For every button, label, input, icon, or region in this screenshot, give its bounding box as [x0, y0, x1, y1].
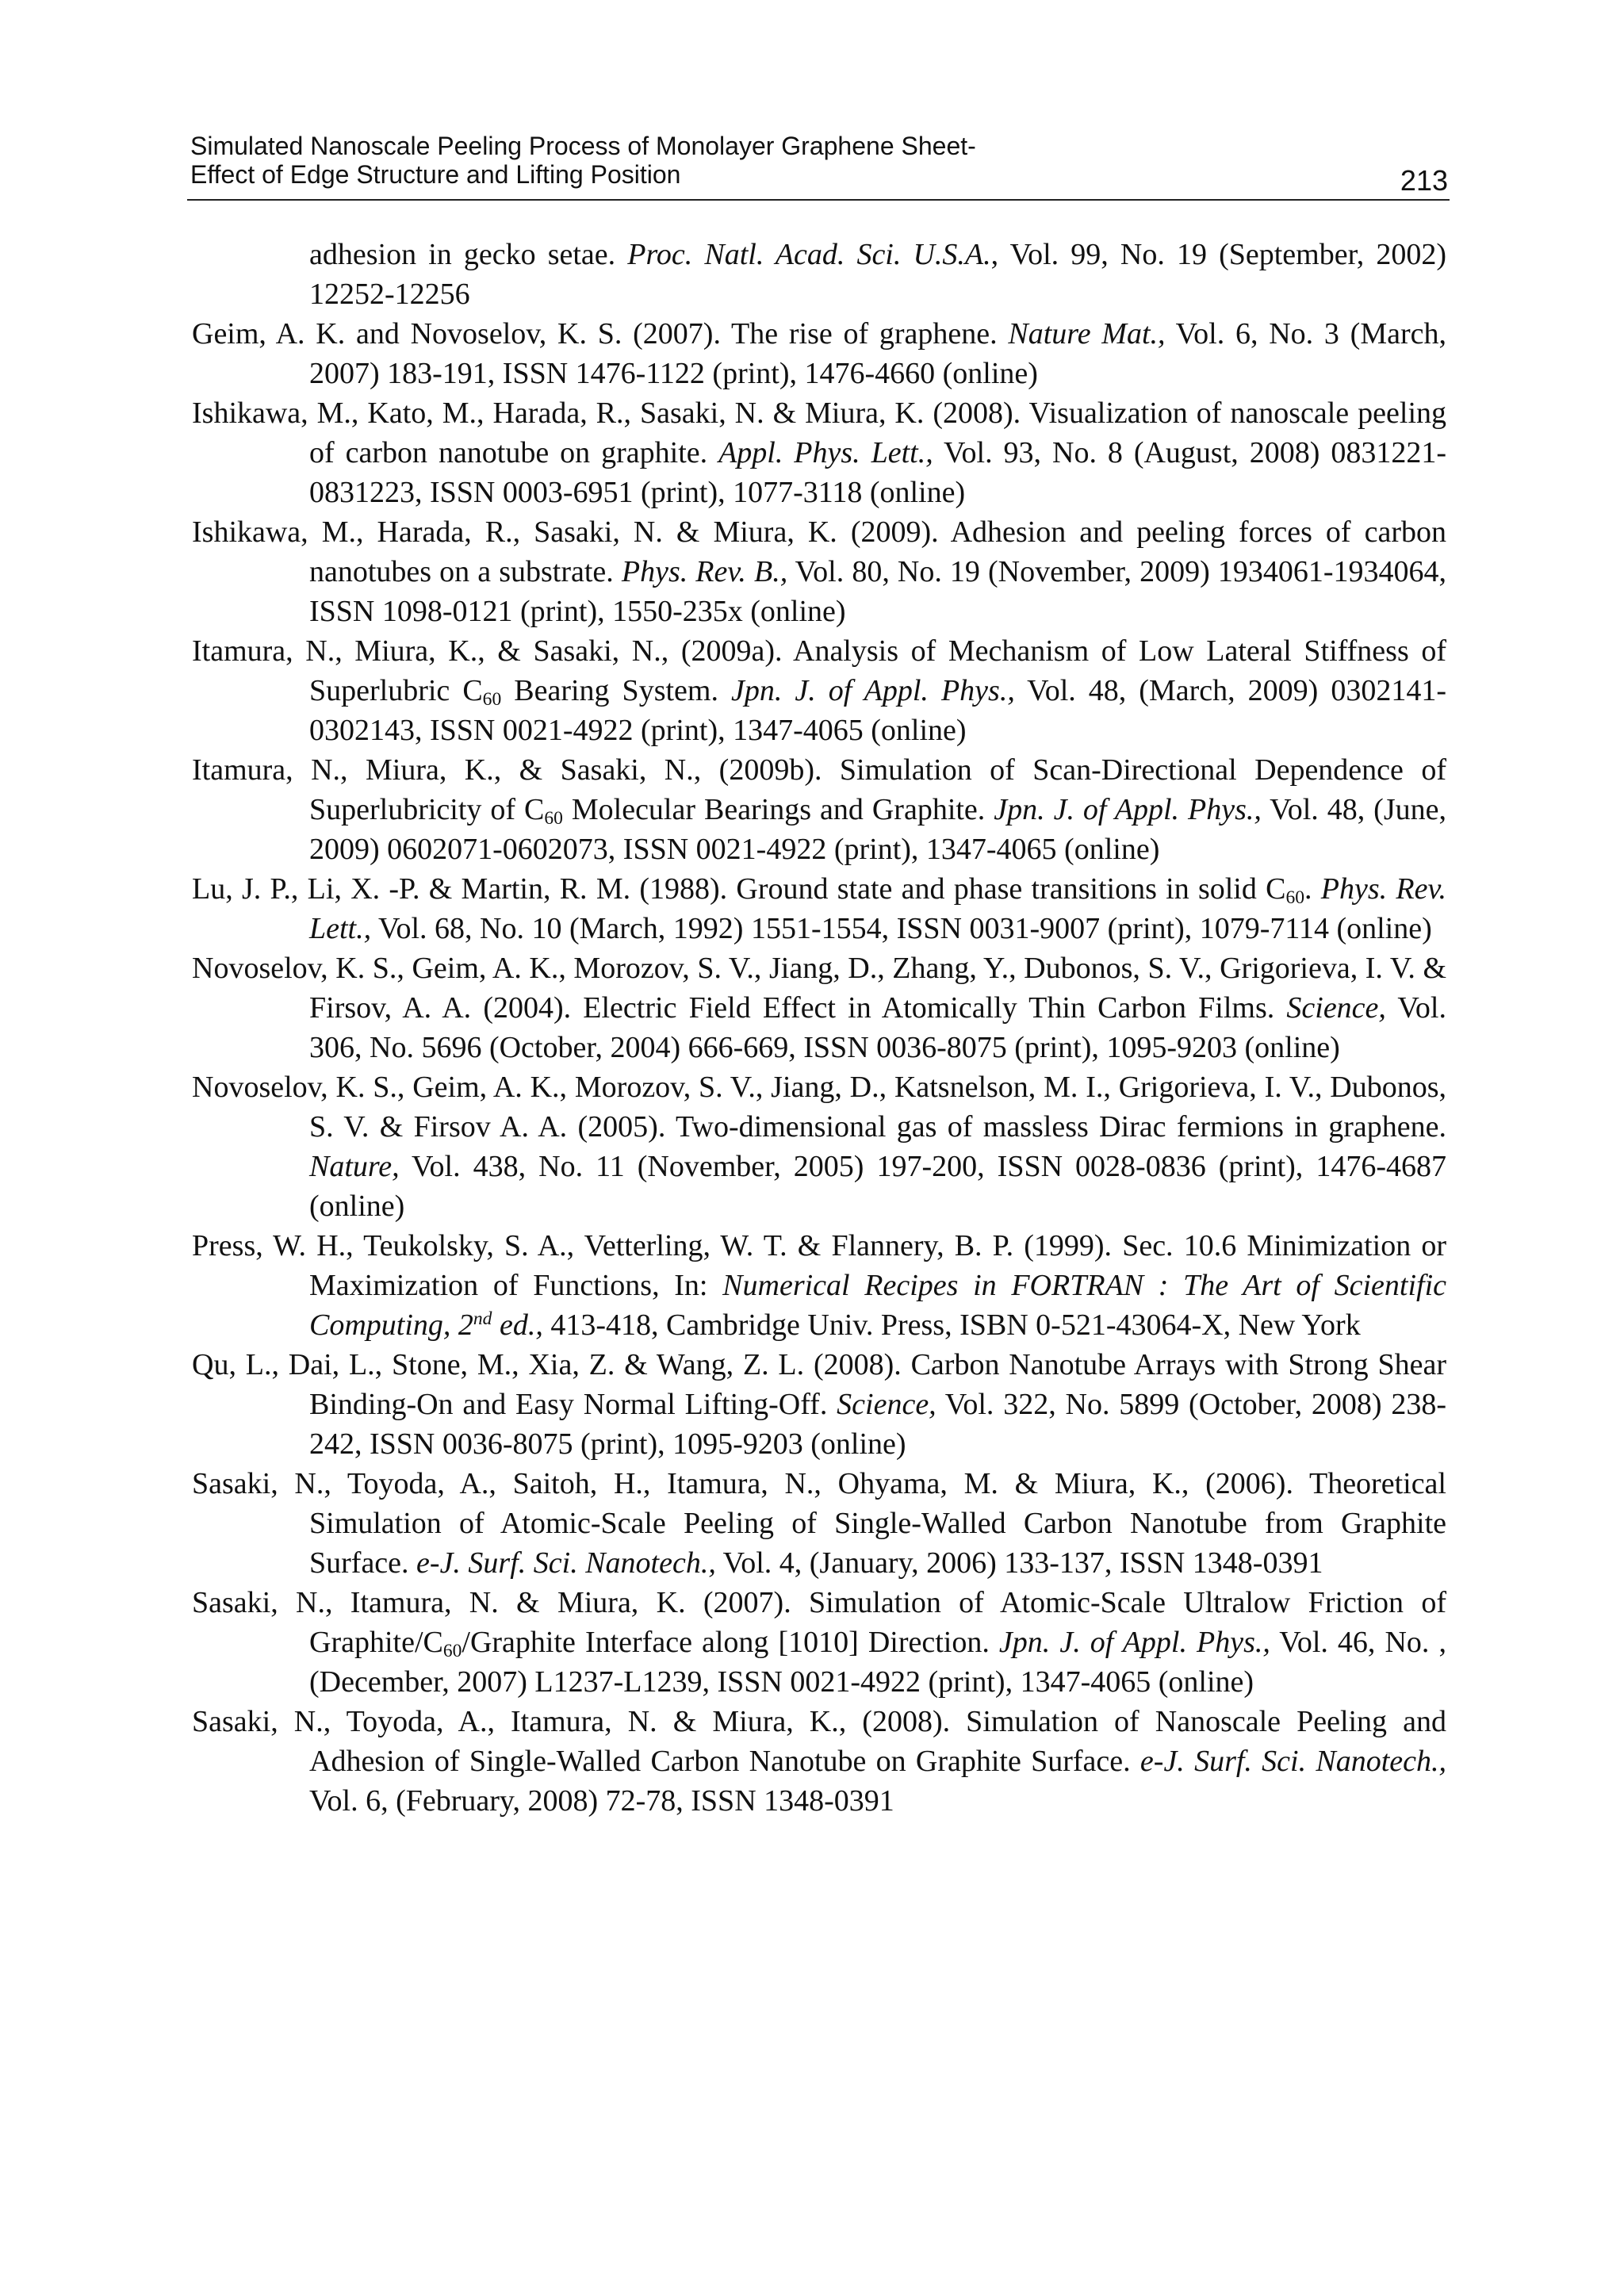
reference-entry: [192, 869, 1446, 948]
reference-text: .: [1304, 872, 1321, 906]
reference-text: Ishikawa, M., Kato, M., Harada, R., Sasaki, N. & Miura, K. (2008). Visualization of nanoscale peeling of carbon nanotube on graphite.: [192, 397, 1446, 469]
reference-text: adhesion in gecko setae.: [309, 238, 628, 271]
reference-text: Sasaki, N., Toyoda, A., Itamura, N. & Miura, K., (2008). Simulation of Nanoscale Peeling and Adhesion of Single-Walled Carbon Nanotube on Graphite Surface.: [192, 1705, 1446, 1778]
superscript-text: nd: [473, 1308, 492, 1330]
journal-title: Jpn. J. of Appl. Phys.,: [998, 1626, 1270, 1659]
running-head-line-1: Simulated Nanoscale Peeling Process of Monolayer Graphene Sheet-: [190, 132, 976, 160]
reference-text: 413-418, Cambridge Univ. Press, ISBN 0-521-43064-X, New York: [542, 1308, 1361, 1342]
reference-entry: [192, 948, 1446, 1067]
running-head: [190, 132, 1443, 189]
reference-text: Vol. 48, (June, 2009) 0602071-0602073, ISSN 0021-4922 (print), 1347-4065 (online): [309, 793, 1446, 866]
journal-title: Nature Mat.,: [1008, 317, 1166, 351]
journal-title: ed.,: [492, 1308, 543, 1342]
reference-text: /Graphite Interface along [1010] Direction.: [462, 1626, 999, 1659]
reference-text: Vol. 4, (January, 2006) 133-137, ISSN 1348-0391: [715, 1546, 1323, 1580]
subscript-text: 60: [482, 688, 502, 710]
reference-text: Ishikawa, M., Harada, R., Sasaki, N. & Miura, K. (2009). Adhesion and peeling forces of carbon nanotubes on a substrate.: [192, 515, 1446, 588]
journal-title: Jpn. J. of Appl. Phys.,: [730, 674, 1015, 707]
reference-entry: [192, 1067, 1446, 1226]
running-head-line-2: Effect of Edge Structure and Lifting Position: [190, 160, 681, 189]
journal-title: Proc. Natl. Acad. Sci. U.S.A.: [627, 238, 991, 271]
journal-title: Appl. Phys. Lett.,: [718, 436, 933, 469]
reference-text: Vol. 46, No. , (December, 2007) L1237-L1239, ISSN 0021-4922 (print), 1347-4065 (online): [309, 1626, 1446, 1699]
reference-entry: [192, 1464, 1446, 1583]
page-number: 213: [1400, 164, 1448, 197]
reference-entry: [192, 1583, 1446, 1702]
reference-entry: [192, 750, 1446, 869]
reference-text: Vol. 80, No. 19 (November, 2009) 1934061-1934064, ISSN 1098-0121 (print), 1550-235x (online): [309, 555, 1447, 628]
reference-text: Vol. 6, No. 3 (March, 2007) 183-191, ISSN 1476-1122 (print), 1476-4660 (online): [309, 317, 1447, 390]
reference-text: Itamura, N., Miura, K., & Sasaki, N., (2009a). Analysis of Mechanism of Low Lateral Stiffness of Superlubric C: [192, 634, 1446, 707]
reference-text: Novoselov, K. S., Geim, A. K., Morozov, S. V., Jiang, D., Zhang, Y., Dubonos, S. V., Grigorieva, I. V. & Firsov, A. A. (2004). Electric Field Effect in Atomically Thin Carbon Films.: [192, 952, 1446, 1025]
reference-text: Vol. 306, No. 5696 (October, 2004) 666-669, ISSN 0036-8075 (print), 1095-9203 (online): [309, 991, 1446, 1064]
reference-text: Vol. 68, No. 10 (March, 1992) 1551-1554, ISSN 0031-9007 (print), 1079-7114 (online): [371, 912, 1432, 945]
reference-text: Geim, A. K. and Novoselov, K. S. (2007). The rise of graphene.: [192, 317, 1009, 351]
reference-entry: [192, 1226, 1446, 1345]
journal-title: Numerical Recipes in FORTRAN : The Art of Scientific Computing, 2: [309, 1269, 1446, 1342]
reference-continuation: [192, 235, 1446, 314]
reference-text: Vol. 438, No. 11 (November, 2005) 197-200, ISSN 0028-0836 (print), 1476-4687 (online): [309, 1150, 1446, 1223]
reference-text: Vol. 93, No. 8 (August, 2008) 0831221-0831223, ISSN 0003-6951 (print), 1077-3118 (online): [309, 436, 1446, 509]
reference-text: Sasaki, N., Itamura, N. & Miura, K. (2007). Simulation of Atomic-Scale Ultralow Friction of Graphite/C: [192, 1586, 1446, 1659]
reference-text: Qu, L., Dai, L., Stone, M., Xia, Z. & Wang, Z. L. (2008). Carbon Nanotube Arrays with Strong Shear Binding-On and Easy Normal Lifting-Off.: [192, 1348, 1446, 1421]
reference-text: Vol. 6, (February, 2008) 72-78, ISSN 1348-0391: [309, 1784, 894, 1818]
header-rule: [187, 199, 1450, 201]
reference-text: Bearing System.: [501, 674, 731, 707]
reference-entry: [192, 314, 1446, 393]
journal-title: Nature,: [309, 1150, 400, 1183]
subscript-text: 60: [442, 1640, 462, 1661]
subscript-text: 60: [544, 807, 563, 829]
journal-title: Science,: [837, 1388, 936, 1421]
reference-text: Vol. 322, No. 5899 (October, 2008) 238-242, ISSN 0036-8075 (print), 1095-9203 (online): [309, 1388, 1446, 1461]
reference-text: Molecular Bearings and Graphite.: [562, 793, 994, 826]
reference-entry: [192, 393, 1446, 512]
reference-text: Lu, J. P., Li, X. -P. & Martin, R. M. (1988). Ground state and phase transitions in solid C: [192, 872, 1286, 906]
reference-text: Sasaki, N., Toyoda, A., Saitoh, H., Itamura, N., Ohyama, M. & Miura, K., (2006). Theoretical Simulation of Atomic-Scale Peeling of Single-Walled Carbon Nanotube from Graphite Surface.: [192, 1467, 1446, 1580]
reference-text: Press, W. H., Teukolsky, S. A., Vetterling, W. T. & Flannery, B. P. (1999). Sec. 10.6 Minimization or Maximization of Functions, In:: [192, 1229, 1446, 1302]
reference-entry: [192, 1702, 1446, 1821]
reference-text: Novoselov, K. S., Geim, A. K., Morozov, S. V., Jiang, D., Katsnelson, M. I., Grigorieva, I. V., Dubonos, S. V. & Firsov A. A. (2005). Two-dimensional gas of massless Dirac fermions in graphene.: [192, 1071, 1446, 1144]
reference-entry: [192, 631, 1446, 750]
journal-title: Phys. Rev. B.,: [621, 555, 788, 588]
journal-title: Jpn. J. of Appl. Phys.,: [994, 793, 1262, 826]
journal-title: e-J. Surf. Sci. Nanotech.,: [1139, 1745, 1446, 1778]
journal-title: e-J. Surf. Sci. Nanotech.,: [416, 1546, 716, 1580]
reference-entry: [192, 1345, 1446, 1464]
journal-title: Phys. Rev. Lett.,: [309, 872, 1447, 945]
reference-text: Vol. 48, (March, 2009) 0302141-0302143, ISSN 0021-4922 (print), 1347-4065 (online): [309, 674, 1446, 747]
reference-entry: [192, 512, 1446, 631]
reference-text: , Vol. 99, No. 19 (September, 2002) 12252-12256: [309, 238, 1446, 311]
reference-text: Itamura, N., Miura, K., & Sasaki, N., (2009b). Simulation of Scan-Directional Dependence of Superlubricity of C: [192, 753, 1446, 826]
journal-title: Science,: [1286, 991, 1386, 1025]
subscript-text: 60: [1285, 887, 1304, 908]
reference-list: [192, 235, 1446, 1821]
